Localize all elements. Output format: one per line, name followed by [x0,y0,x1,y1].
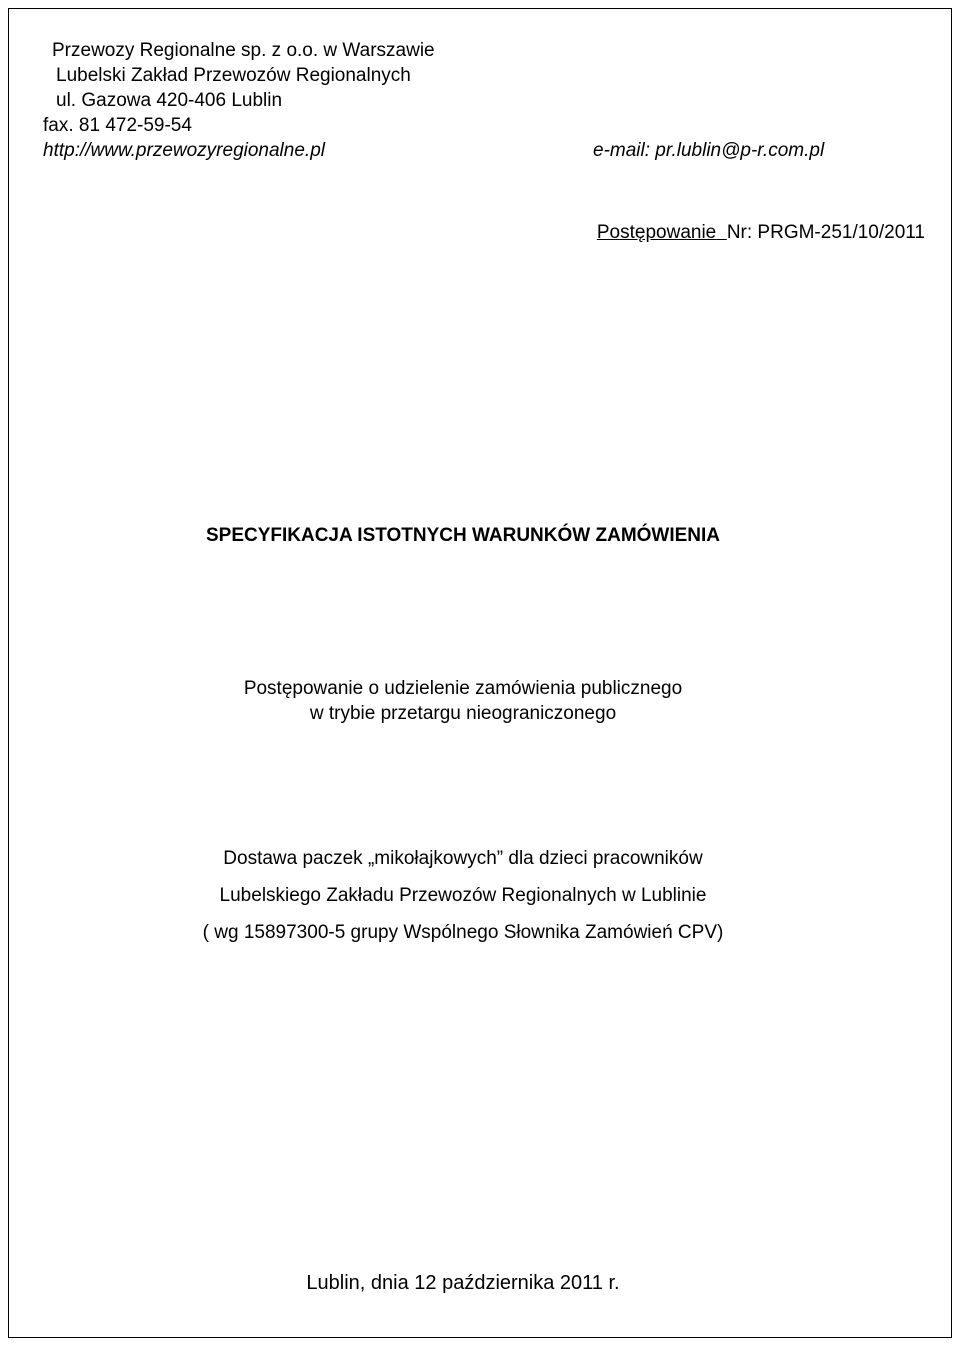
document-title: SPECYFIKACJA ISTOTNYCH WARUNKÓW ZAMÓWIENIA [205,525,721,546]
fax-number: fax. 81 472-59-54 [43,115,192,136]
procedure-line-2: w trybie przetargu nieograniczonego [309,703,617,724]
subject-line-3: ( wg 15897300-5 grupy Wspólnego Słownika Zamówień CPV) [202,922,724,943]
subject-line-1: Dostawa paczek „mikołajkowych” dla dzieci pracowników [223,848,703,869]
reference-label: Postępowanie [596,222,717,243]
subject-line-2: Lubelskiego Zakładu Przewozów Regionalnych w Lublinie [219,885,707,906]
procedure-line-1: Postępowanie o udzielenie zamówienia publicznego [243,678,683,699]
website-link[interactable]: http://www.przewozyregionalne.pl [43,140,325,161]
address: ul. Gazowa 420-406 Lublin [56,90,283,111]
email-link[interactable]: e-mail: pr.lublin@p-r.com.pl [593,140,825,161]
reference-gap [716,222,727,243]
reference-number: Nr: PRGM-251/10/2011 [726,222,925,243]
procedure-reference [0,222,925,244]
company-name: Przewozy Regionalne sp. z o.o. w Warszawie [52,40,435,61]
page-border [8,8,952,1338]
branch-name: Lubelski Zakład Przewozów Regionalnych [56,65,411,86]
place-and-date: Lublin, dnia 12 października 2011 r. [306,1272,620,1294]
